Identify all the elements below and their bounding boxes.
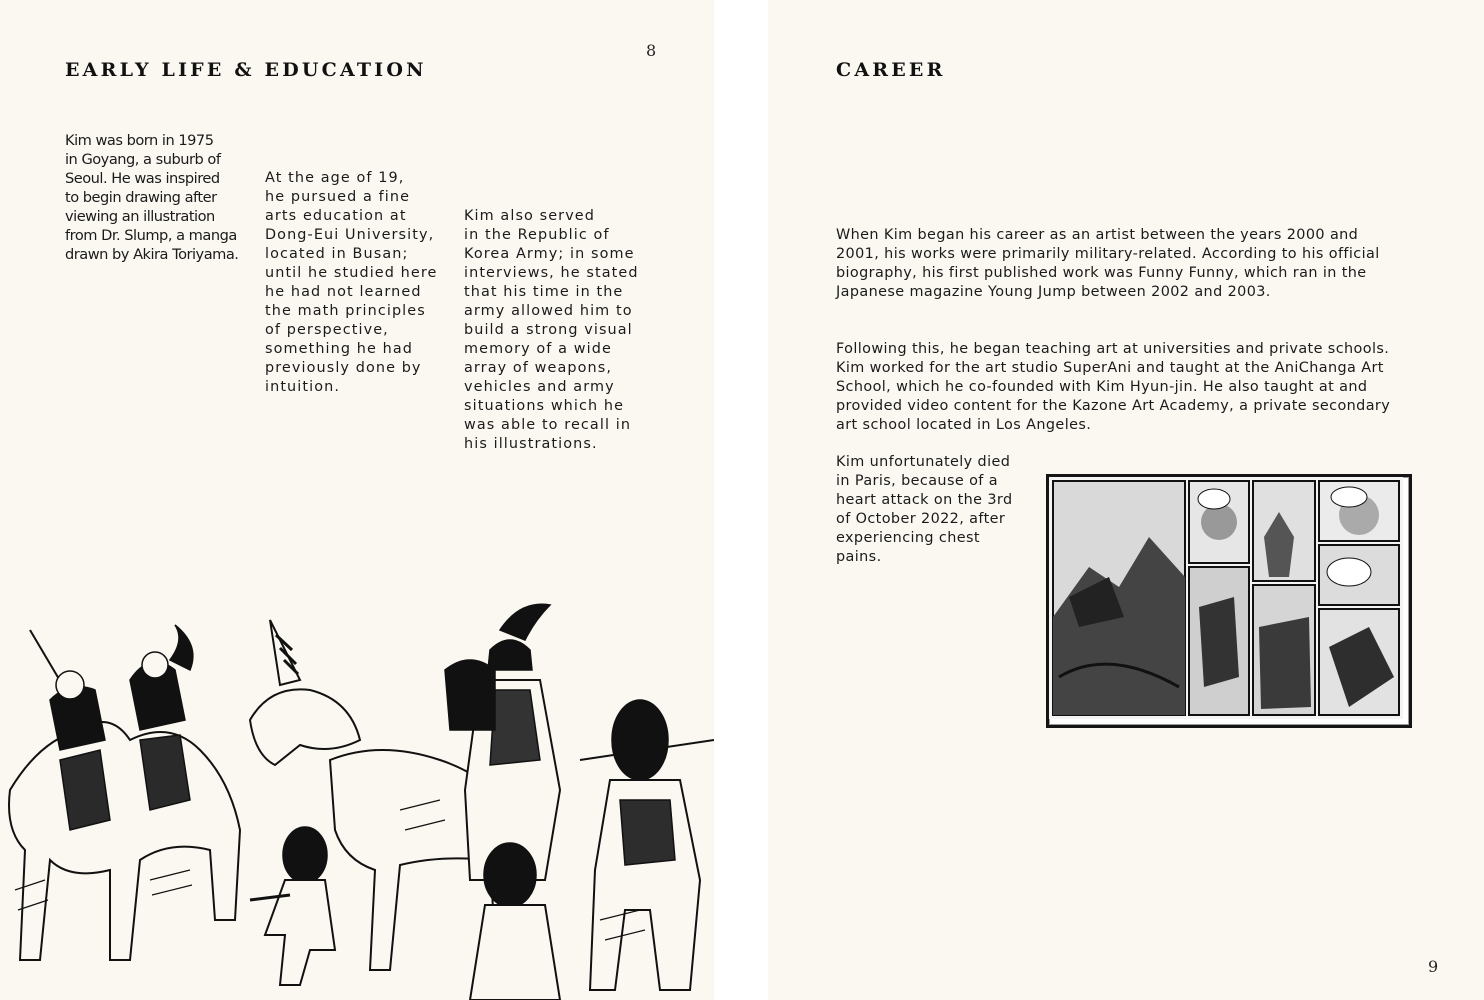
page-number: 8 <box>646 41 657 60</box>
page-number: 9 <box>1428 957 1439 976</box>
career-paragraph-2: Following this, he began teaching art at universities and private schools. Kim worked for the art studio SuperAni and taught at the AniChanga Art School, which he co-founded with Kim Hyun-jin. He also taught at and provided video content for the Kazone Art Academy, a private secondary art school located in Los Angeles. <box>836 341 1391 433</box>
section-heading: CAREER <box>836 59 946 81</box>
text-column-3: Kim also served in the Republic of Korea Army; in some interviews, he stated that his time in the army allowed him to build a strong visual memory of a wide array of weapons, vehicles and army situations which he was able to recall in his illustrations. <box>464 208 639 452</box>
text-column-2: At the age of 19, he pursued a fine arts education at Dong-Eui University, located in Busan; until he studied here he had not learned the math principles of perspective, something he had previously done by intuition. <box>265 170 438 395</box>
right-page <box>768 0 1484 1000</box>
comic-page-illustration <box>1046 474 1412 728</box>
career-paragraph-3: Kim unfortunately died in Paris, because of a heart attack on the 3rd of October 2022, after experiencing chest pains. <box>836 454 1013 565</box>
left-page <box>0 0 714 1000</box>
comic-panels <box>1049 477 1403 719</box>
text-column-1: Kim was born in 1975 in Goyang, a suburb of Seoul. He was inspired to begin drawing after viewing an illustration from Dr. Slump, a manga drawn by Akira Toriyama. <box>65 132 239 263</box>
career-paragraph-1: When Kim began his career as an artist between the years 2000 and 2001, his works were primarily military-related. According to his official biography, his first published work was Funny Funny, which ran in the Japanese magazine Young Jump between 2002 and 2003. <box>836 227 1380 300</box>
ink-parade-illustration <box>0 590 714 1000</box>
section-heading: EARLY LIFE & EDUCATION <box>65 59 427 81</box>
